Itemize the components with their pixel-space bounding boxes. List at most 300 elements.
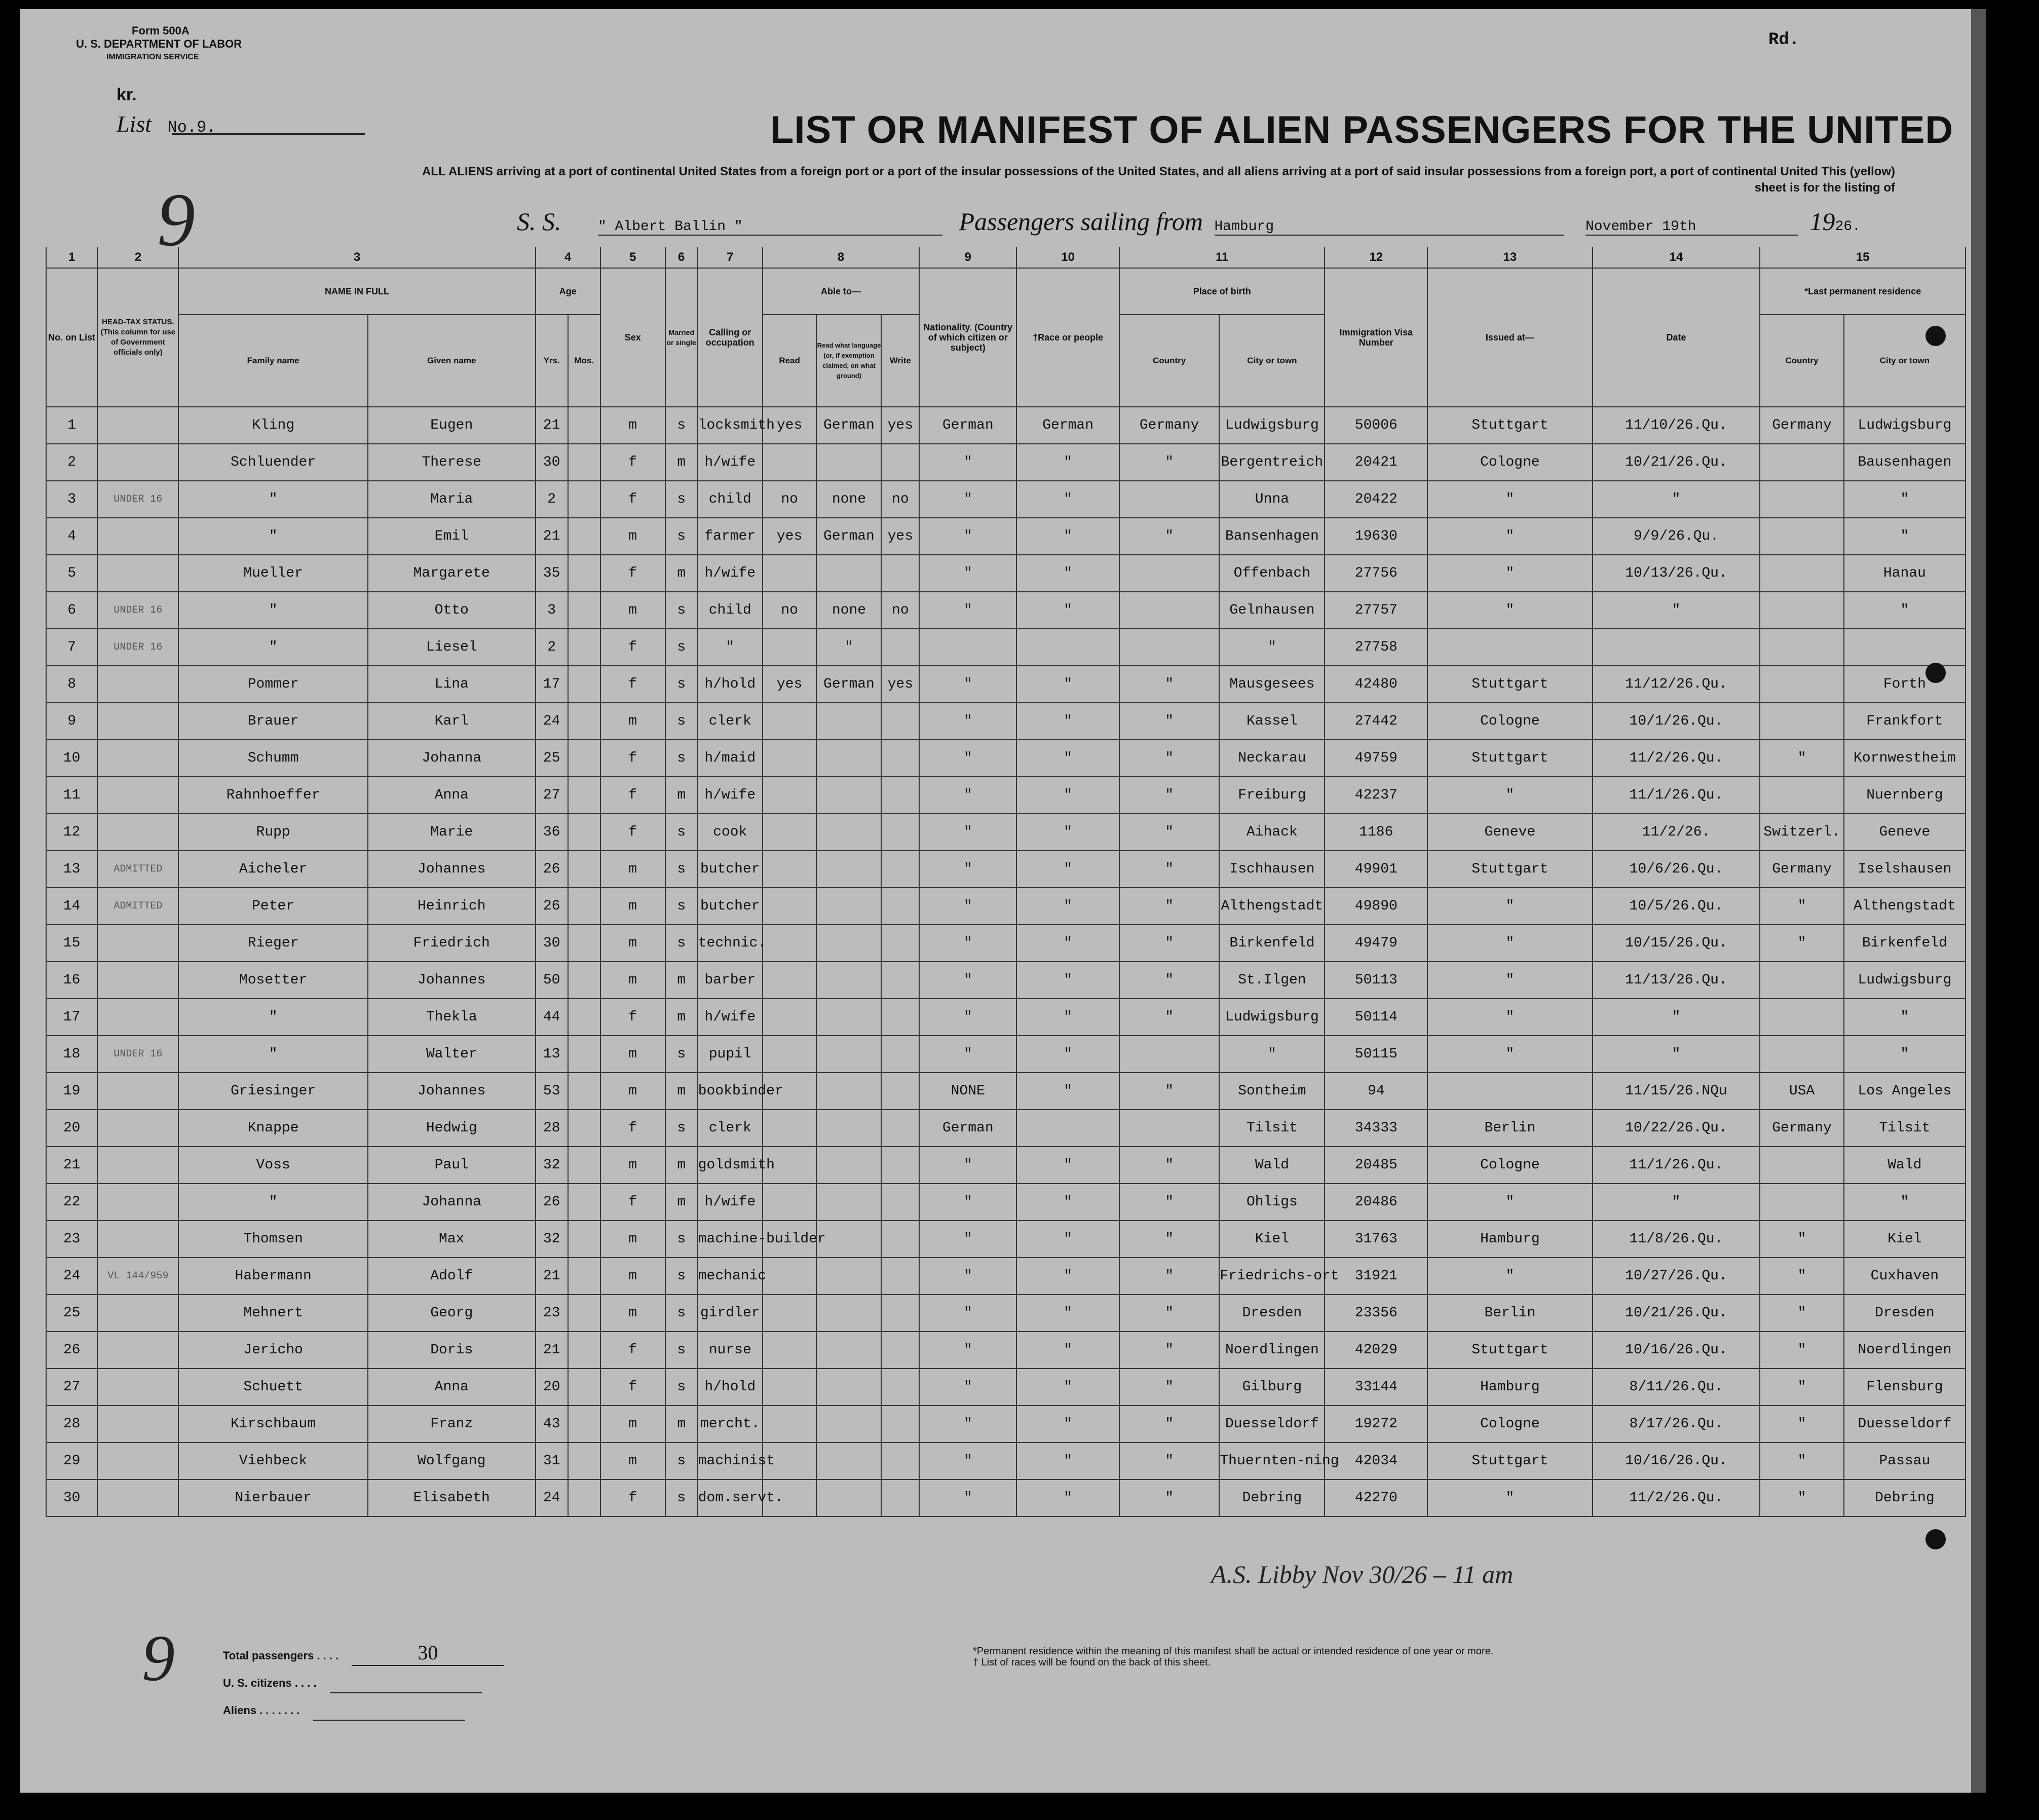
cell-family: Knappe: [178, 1110, 367, 1147]
cell-country: [1119, 1036, 1219, 1073]
cell-read: yes: [763, 666, 817, 703]
cell-sex: f: [600, 555, 665, 592]
cell-no: 4: [46, 518, 97, 555]
cell-country: ": [1119, 1221, 1219, 1258]
cell-no: 20: [46, 1110, 97, 1147]
cell-occ: locksmith: [698, 407, 763, 444]
cell-read: [763, 555, 817, 592]
cell-ms: s: [665, 481, 698, 518]
cell-rcountry: [1760, 444, 1843, 481]
cell-rcountry: Germany: [1760, 851, 1843, 888]
cell-tax: ADMITTED: [97, 888, 178, 925]
cell-yrs: 25: [536, 740, 568, 777]
cell-lang: German: [816, 518, 881, 555]
table-row: [46, 1443, 1966, 1480]
cell-mos: [568, 814, 600, 851]
cell-nat: ": [919, 1406, 1016, 1443]
cell-sex: m: [600, 851, 665, 888]
cell-occ: h/wife: [698, 444, 763, 481]
cell-no: 25: [46, 1295, 97, 1332]
list-underline: [172, 133, 365, 135]
table-row: [46, 925, 1966, 962]
cell-lang: [816, 1147, 881, 1184]
cell-mos: [568, 1443, 600, 1480]
cell-city: Tilsit: [1219, 1110, 1325, 1147]
cell-no: 27: [46, 1369, 97, 1406]
cell-rcountry: [1760, 777, 1843, 814]
cell-issued: ": [1427, 888, 1592, 925]
cell-race: ": [1016, 1443, 1119, 1480]
cell-no: 24: [46, 1258, 97, 1295]
cell-date: ": [1593, 1184, 1760, 1221]
cell-rcountry: Germany: [1760, 1110, 1843, 1147]
cell-write: [881, 962, 919, 999]
cell-visa: 42480: [1325, 666, 1427, 703]
cell-sex: m: [600, 925, 665, 962]
cell-issued: Stuttgart: [1427, 666, 1592, 703]
cell-rcountry: [1760, 1184, 1843, 1221]
cell-date: 10/21/26.Qu.: [1593, 444, 1760, 481]
cell-nat: ": [919, 444, 1016, 481]
cell-write: [881, 740, 919, 777]
cell-read: [763, 1369, 817, 1406]
cell-sex: m: [600, 1295, 665, 1332]
cell-city: Noerdlingen: [1219, 1332, 1325, 1369]
cell-ms: s: [665, 814, 698, 851]
cell-issued: ": [1427, 555, 1592, 592]
cell-given: Friedrich: [368, 925, 536, 962]
cell-no: 17: [46, 999, 97, 1036]
cell-city: Bergentreich: [1219, 444, 1325, 481]
cell-sex: m: [600, 1036, 665, 1073]
cell-race: ": [1016, 1036, 1119, 1073]
cell-race: ": [1016, 1221, 1119, 1258]
cell-yrs: 26: [536, 1184, 568, 1221]
cell-write: [881, 1332, 919, 1369]
cell-visa: 27756: [1325, 555, 1427, 592]
cell-date: 10/6/26.Qu.: [1593, 851, 1760, 888]
cell-rcountry: ": [1760, 1369, 1843, 1406]
cell-country: ": [1119, 814, 1219, 851]
table-row: [46, 592, 1966, 629]
cell-yrs: 31: [536, 1443, 568, 1480]
colnum: 15: [1760, 247, 1966, 268]
cell-family: ": [178, 592, 367, 629]
cell-yrs: 30: [536, 444, 568, 481]
page-title: LIST OR MANIFEST OF ALIEN PASSENGERS FOR THE UNITED: [770, 108, 1954, 151]
cell-family: Thomsen: [178, 1221, 367, 1258]
cell-issued: ": [1427, 1258, 1592, 1295]
cell-tax: [97, 999, 178, 1036]
cell-visa: 23356: [1325, 1295, 1427, 1332]
cell-issued: Stuttgart: [1427, 740, 1592, 777]
cell-family: Habermann: [178, 1258, 367, 1295]
cell-lang: [816, 703, 881, 740]
cell-rcity: ": [1844, 1036, 1966, 1073]
cell-sex: f: [600, 481, 665, 518]
cell-nat: [919, 629, 1016, 666]
cell-issued: Cologne: [1427, 444, 1592, 481]
cell-write: yes: [881, 407, 919, 444]
cell-read: [763, 851, 817, 888]
cell-city: Kassel: [1219, 703, 1325, 740]
cell-family: Schuett: [178, 1369, 367, 1406]
cell-write: no: [881, 592, 919, 629]
cell-nat: ": [919, 481, 1016, 518]
cell-visa: 19272: [1325, 1406, 1427, 1443]
cell-rcity: Bausenhagen: [1844, 444, 1966, 481]
cell-mos: [568, 444, 600, 481]
cell-nat: ": [919, 1332, 1016, 1369]
cell-nat: ": [919, 1036, 1016, 1073]
cell-rcountry: ": [1760, 1295, 1843, 1332]
kr-mark: kr.: [117, 85, 137, 104]
cell-tax: VL 144/959: [97, 1258, 178, 1295]
aliens-value: [313, 1695, 465, 1721]
cell-lang: [816, 1110, 881, 1147]
cell-date: 11/1/26.Qu.: [1593, 1147, 1760, 1184]
cell-rcountry: ": [1760, 1258, 1843, 1295]
table-row: [46, 1184, 1966, 1221]
table-row: [46, 444, 1966, 481]
cell-read: [763, 444, 817, 481]
cell-write: yes: [881, 518, 919, 555]
cell-visa: 42270: [1325, 1480, 1427, 1516]
cell-yrs: 21: [536, 407, 568, 444]
cell-date: 10/1/26.Qu.: [1593, 703, 1760, 740]
cell-yrs: 23: [536, 1295, 568, 1332]
cell-family: ": [178, 1036, 367, 1073]
cell-issued: ": [1427, 1184, 1592, 1221]
cell-ms: s: [665, 518, 698, 555]
table-row: [46, 629, 1966, 666]
col-write: Write: [881, 315, 919, 407]
cell-no: 21: [46, 1147, 97, 1184]
cell-family: Mosetter: [178, 962, 367, 999]
cell-yrs: 30: [536, 925, 568, 962]
cell-issued: ": [1427, 999, 1592, 1036]
cell-write: [881, 851, 919, 888]
cell-sex: f: [600, 777, 665, 814]
cell-country: [1119, 555, 1219, 592]
passenger-rows: [46, 407, 1966, 1516]
cell-occ: farmer: [698, 518, 763, 555]
cell-city: Gelnhausen: [1219, 592, 1325, 629]
cell-no: 8: [46, 666, 97, 703]
cell-race: ": [1016, 1147, 1119, 1184]
cell-race: ": [1016, 814, 1119, 851]
table-row: [46, 851, 1966, 888]
cell-rcountry: [1760, 518, 1843, 555]
cell-tax: UNDER 16: [97, 592, 178, 629]
cell-nat: ": [919, 814, 1016, 851]
punch-hole: [1925, 326, 1946, 346]
cell-race: German: [1016, 407, 1119, 444]
cell-rcity: Los Angeles: [1844, 1073, 1966, 1110]
cell-ms: s: [665, 1110, 698, 1147]
col-birth-city: City or town: [1219, 315, 1325, 407]
col-read-language: Read what language (or, if exemption claimed, on what ground): [816, 315, 881, 407]
table-row: [46, 1073, 1966, 1110]
cell-race: ": [1016, 777, 1119, 814]
cell-country: ": [1119, 1258, 1219, 1295]
cell-yrs: 32: [536, 1221, 568, 1258]
cell-city: St.Ilgen: [1219, 962, 1325, 999]
table-row: [46, 777, 1966, 814]
cell-ms: m: [665, 1147, 698, 1184]
col-yrs: Yrs.: [536, 315, 568, 407]
cell-given: Anna: [368, 1369, 536, 1406]
table-row: [46, 666, 1966, 703]
cell-race: ": [1016, 1369, 1119, 1406]
cell-rcity: Geneve: [1844, 814, 1966, 851]
cell-city: Ohligs: [1219, 1184, 1325, 1221]
cell-tax: [97, 444, 178, 481]
cell-family: Mehnert: [178, 1295, 367, 1332]
cell-read: [763, 1184, 817, 1221]
col-read: Read: [763, 315, 817, 407]
cell-nat: ": [919, 1369, 1016, 1406]
cell-race: ": [1016, 1184, 1119, 1221]
cell-mos: [568, 1221, 600, 1258]
cell-read: [763, 629, 817, 666]
cell-write: [881, 1443, 919, 1480]
cell-nat: ": [919, 1184, 1016, 1221]
department-name: U. S. DEPARTMENT OF LABOR: [76, 37, 242, 50]
punch-hole: [1925, 1529, 1946, 1549]
cell-mos: [568, 1036, 600, 1073]
cell-given: Thekla: [368, 999, 536, 1036]
cell-country: ": [1119, 925, 1219, 962]
cell-date: 11/10/26.Qu.: [1593, 407, 1760, 444]
cell-nat: ": [919, 1295, 1016, 1332]
col-race: †Race or people: [1016, 268, 1119, 407]
aliens-label: Aliens: [223, 1704, 257, 1717]
sailing-label: Passengers sailing from: [959, 207, 1203, 236]
cell-country: ": [1119, 851, 1219, 888]
cell-write: [881, 1369, 919, 1406]
cell-rcity: Passau: [1844, 1443, 1966, 1480]
col-no: No. on List: [46, 268, 97, 407]
cell-race: ": [1016, 1480, 1119, 1516]
sailing-date: November 19th: [1585, 219, 1798, 236]
cell-mos: [568, 666, 600, 703]
cell-mos: [568, 999, 600, 1036]
cell-issued: ": [1427, 777, 1592, 814]
cell-mos: [568, 407, 600, 444]
cell-tax: [97, 1295, 178, 1332]
cell-sex: f: [600, 1480, 665, 1516]
cell-race: ": [1016, 703, 1119, 740]
cell-visa: 31921: [1325, 1258, 1427, 1295]
cell-family: Rieger: [178, 925, 367, 962]
table-row: [46, 814, 1966, 851]
cell-ms: s: [665, 1036, 698, 1073]
cell-read: yes: [763, 518, 817, 555]
col-visa: Immigration Visa Number: [1325, 268, 1427, 407]
cell-given: Paul: [368, 1147, 536, 1184]
form-number: Form 500A: [132, 24, 190, 37]
cell-date: 10/27/26.Qu.: [1593, 1258, 1760, 1295]
cell-read: [763, 1332, 817, 1369]
cell-ms: m: [665, 962, 698, 999]
cell-date: 9/9/26.Qu.: [1593, 518, 1760, 555]
cell-nat: ": [919, 555, 1016, 592]
cell-visa: 1186: [1325, 814, 1427, 851]
cell-no: 16: [46, 962, 97, 999]
cell-ms: m: [665, 777, 698, 814]
cell-country: ": [1119, 1073, 1219, 1110]
cell-city: Aihack: [1219, 814, 1325, 851]
cell-country: Germany: [1119, 407, 1219, 444]
col-nationality: Nationality. (Country of which citizen or subject): [919, 268, 1016, 407]
cell-race: ": [1016, 481, 1119, 518]
cell-rcountry: [1760, 666, 1843, 703]
cell-lang: [816, 888, 881, 925]
cell-occ: goldsmith: [698, 1147, 763, 1184]
col-res-country: Country: [1760, 315, 1843, 407]
cell-race: [1016, 629, 1119, 666]
colnum: 3: [178, 247, 535, 268]
cell-no: 10: [46, 740, 97, 777]
cell-tax: ADMITTED: [97, 851, 178, 888]
cell-mos: [568, 1258, 600, 1295]
cell-nat: NONE: [919, 1073, 1016, 1110]
cell-tax: [97, 1369, 178, 1406]
cell-occ: barber: [698, 962, 763, 999]
cell-lang: [816, 925, 881, 962]
cell-date: ": [1593, 1036, 1760, 1073]
cell-visa: 19630: [1325, 518, 1427, 555]
cell-city: Unna: [1219, 481, 1325, 518]
cell-issued: Stuttgart: [1427, 1443, 1592, 1480]
cell-yrs: 50: [536, 962, 568, 999]
cell-country: ": [1119, 888, 1219, 925]
cell-mos: [568, 925, 600, 962]
cell-tax: [97, 740, 178, 777]
citizens-value: [330, 1668, 482, 1693]
cell-tax: UNDER 16: [97, 1036, 178, 1073]
cell-yrs: 17: [536, 666, 568, 703]
cell-issued: Berlin: [1427, 1110, 1592, 1147]
cell-sex: f: [600, 999, 665, 1036]
cell-occ: child: [698, 481, 763, 518]
cell-ms: s: [665, 1258, 698, 1295]
cell-ms: s: [665, 740, 698, 777]
cell-date: ": [1593, 999, 1760, 1036]
cell-no: 18: [46, 1036, 97, 1073]
cell-nat: ": [919, 592, 1016, 629]
cell-rcity: Frankfort: [1844, 703, 1966, 740]
cell-country: ": [1119, 444, 1219, 481]
cell-rcountry: ": [1760, 1443, 1843, 1480]
cell-lang: [816, 1258, 881, 1295]
colnum: 14: [1593, 247, 1760, 268]
cell-lang: [816, 1332, 881, 1369]
cell-country: ": [1119, 1147, 1219, 1184]
cell-rcity: Noerdlingen: [1844, 1332, 1966, 1369]
table-row: [46, 1258, 1966, 1295]
cell-write: [881, 925, 919, 962]
cell-given: Elisabeth: [368, 1480, 536, 1516]
cell-lang: [816, 999, 881, 1036]
cell-tax: [97, 1184, 178, 1221]
cell-race: [1016, 1110, 1119, 1147]
cell-family: Jericho: [178, 1332, 367, 1369]
colnum: 4: [536, 247, 600, 268]
cell-race: ": [1016, 518, 1119, 555]
cell-write: [881, 703, 919, 740]
cell-write: [881, 1221, 919, 1258]
cell-city: Sontheim: [1219, 1073, 1325, 1110]
cell-rcountry: ": [1760, 1332, 1843, 1369]
cell-issued: ": [1427, 1036, 1592, 1073]
cell-race: ": [1016, 999, 1119, 1036]
cell-mos: [568, 1110, 600, 1147]
colnum: 2: [97, 247, 178, 268]
cell-family: Voss: [178, 1147, 367, 1184]
cell-nat: ": [919, 518, 1016, 555]
cell-yrs: 13: [536, 1036, 568, 1073]
cell-mos: [568, 1332, 600, 1369]
cell-write: [881, 444, 919, 481]
cell-read: [763, 777, 817, 814]
cell-date: 10/22/26.Qu.: [1593, 1110, 1760, 1147]
cell-ms: m: [665, 1406, 698, 1443]
cell-nat: ": [919, 1480, 1016, 1516]
cell-occ: cook: [698, 814, 763, 851]
cell-tax: [97, 1147, 178, 1184]
cell-visa: 50113: [1325, 962, 1427, 999]
cell-visa: 50006: [1325, 407, 1427, 444]
cell-lang: [816, 1369, 881, 1406]
cell-ms: m: [665, 1184, 698, 1221]
cell-family: Schluender: [178, 444, 367, 481]
cell-lang: [816, 1221, 881, 1258]
cell-given: Marie: [368, 814, 536, 851]
cell-country: ": [1119, 1480, 1219, 1516]
cell-rcountry: [1760, 555, 1843, 592]
table-row: [46, 962, 1966, 999]
cell-write: [881, 1295, 919, 1332]
cell-rcity: Debring: [1844, 1480, 1966, 1516]
cell-mos: [568, 1295, 600, 1332]
cell-occ: mercht.: [698, 1406, 763, 1443]
cell-sex: m: [600, 888, 665, 925]
table-row: [46, 1036, 1966, 1073]
cell-country: [1119, 481, 1219, 518]
col-birth-country: Country: [1119, 315, 1219, 407]
cell-lang: ": [816, 629, 881, 666]
cell-rcity: Iselshausen: [1844, 851, 1966, 888]
cell-yrs: 53: [536, 1073, 568, 1110]
cell-issued: Stuttgart: [1427, 851, 1592, 888]
cell-write: [881, 999, 919, 1036]
cell-tax: [97, 518, 178, 555]
cell-sex: m: [600, 1443, 665, 1480]
cell-yrs: 21: [536, 1258, 568, 1295]
cell-lang: [816, 1295, 881, 1332]
cell-rcity: Flensburg: [1844, 1369, 1966, 1406]
cell-occ: dom.servt.: [698, 1480, 763, 1516]
ss-label: S. S.: [517, 207, 561, 236]
cell-occ: h/maid: [698, 740, 763, 777]
cell-city: Mausgesees: [1219, 666, 1325, 703]
cell-nat: ": [919, 777, 1016, 814]
cell-occ: clerk: [698, 1110, 763, 1147]
cell-visa: 49759: [1325, 740, 1427, 777]
cell-rcountry: [1760, 481, 1843, 518]
